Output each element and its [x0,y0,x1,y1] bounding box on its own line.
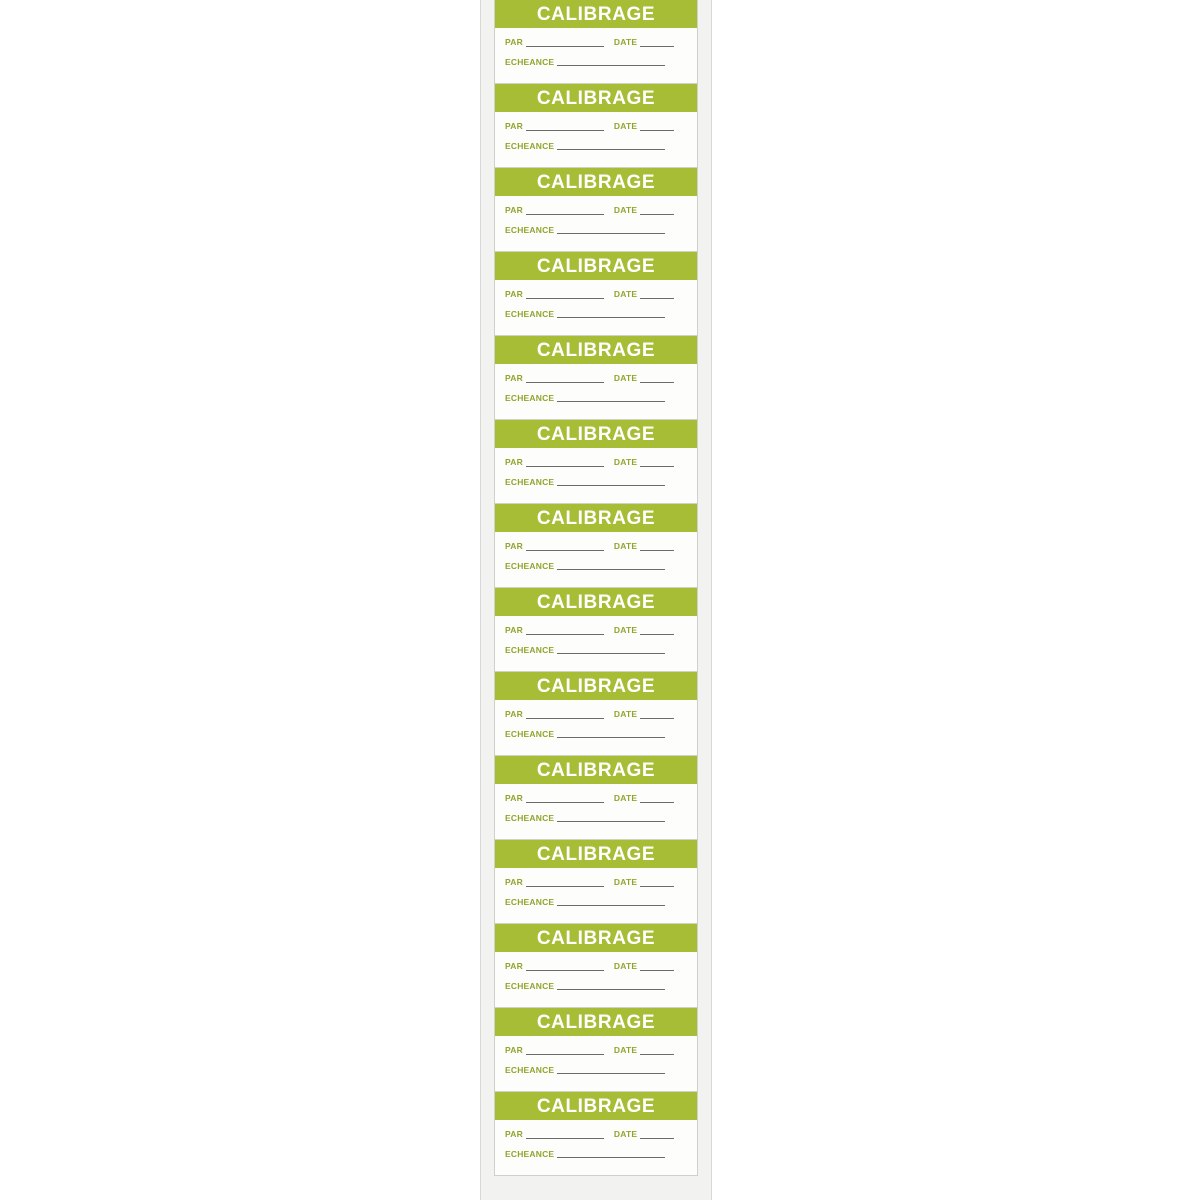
label-title: CALIBRAGE [536,1095,656,1117]
label-field-row [503,542,689,551]
label-title: CALIBRAGE [536,3,656,25]
field-date-label: DATE [613,205,638,215]
field-date-writeline[interactable] [640,1053,674,1055]
field-echeance[interactable] [505,562,689,571]
field-date-writeline[interactable] [640,717,674,719]
field-date-label: DATE [613,877,638,887]
field-date-label: DATE [613,37,638,47]
field-echeance[interactable] [505,310,689,319]
calibration-label [494,252,698,336]
field-date[interactable] [614,1130,674,1139]
calibration-label [494,1008,698,1092]
field-par-writeline[interactable] [526,885,604,887]
field-par[interactable] [505,38,604,47]
label-title: CALIBRAGE [536,759,656,781]
field-par[interactable] [505,710,604,719]
label-title: CALIBRAGE [536,423,656,445]
label-title: CALIBRAGE [536,591,656,613]
label-field-row [503,142,689,151]
label-body [495,112,697,167]
field-echeance-writeline[interactable] [557,988,665,990]
label-title: CALIBRAGE [536,87,656,109]
field-date[interactable] [614,542,674,551]
calibration-label [494,924,698,1008]
field-par[interactable] [505,458,604,467]
field-echeance-label: ECHEANCE [504,308,555,319]
field-par-label: PAR [505,793,523,803]
field-par-writeline[interactable] [526,549,604,551]
label-body [495,448,697,503]
field-par[interactable] [505,374,604,383]
field-par-label: PAR [505,961,523,971]
field-date-label: DATE [613,289,638,299]
field-date-writeline[interactable] [640,1137,674,1139]
field-par[interactable] [505,962,604,971]
label-field-row [503,626,689,635]
field-par-label: PAR [505,457,523,467]
label-title: CALIBRAGE [536,1011,656,1033]
label-field-row [503,898,689,907]
field-par-label: PAR [505,121,523,131]
field-echeance-label: ECHEANCE [504,56,555,67]
field-echeance-writeline[interactable] [557,1072,665,1074]
field-par-label: PAR [505,205,523,215]
field-date[interactable] [614,122,674,131]
label-field-row [503,290,689,299]
label-header [495,84,697,112]
field-echeance[interactable] [505,58,689,67]
field-date-writeline[interactable] [640,381,674,383]
field-echeance-writeline[interactable] [557,316,665,318]
field-par-writeline[interactable] [526,213,604,215]
field-par-writeline[interactable] [526,1053,604,1055]
field-par-writeline[interactable] [526,465,604,467]
label-field-row [503,1046,689,1055]
field-echeance[interactable] [505,226,689,235]
label-header [495,504,697,532]
field-date[interactable] [614,710,674,719]
field-echeance-label: ECHEANCE [504,896,555,907]
label-title: CALIBRAGE [536,507,656,529]
field-date[interactable] [614,878,674,887]
field-par-writeline[interactable] [526,801,604,803]
label-field-row [503,710,689,719]
calibration-label [494,84,698,168]
field-echeance-writeline[interactable] [557,820,665,822]
calibration-label [494,1092,698,1176]
calibration-label [494,588,698,672]
field-par[interactable] [505,878,604,887]
label-field-row [503,1130,689,1139]
field-echeance-label: ECHEANCE [504,392,555,403]
label-header [495,0,697,28]
field-par-label: PAR [505,289,523,299]
field-par-writeline[interactable] [526,129,604,131]
label-field-row [503,878,689,887]
field-echeance-label: ECHEANCE [504,1064,555,1075]
label-body [495,700,697,755]
field-date-label: DATE [613,1129,638,1139]
field-date-writeline[interactable] [640,129,674,131]
calibration-label [494,504,698,588]
field-date[interactable] [614,374,674,383]
field-date-label: DATE [613,793,638,803]
field-par-writeline[interactable] [526,717,604,719]
label-field-row [503,478,689,487]
label-field-row [503,122,689,131]
field-echeance-writeline[interactable] [557,148,665,150]
label-field-row [503,562,689,571]
field-date-label: DATE [613,961,638,971]
label-header [495,924,697,952]
field-echeance[interactable] [505,394,689,403]
field-par[interactable] [505,206,604,215]
field-echeance-label: ECHEANCE [504,224,555,235]
field-echeance[interactable] [505,982,689,991]
field-echeance-writeline[interactable] [557,1156,665,1158]
field-par[interactable] [505,542,604,551]
field-par[interactable] [505,626,604,635]
field-echeance[interactable] [505,814,689,823]
field-echeance-label: ECHEANCE [504,560,555,571]
label-field-row [503,394,689,403]
field-date-writeline[interactable] [640,45,674,47]
calibration-label [494,420,698,504]
label-field-row [503,226,689,235]
field-date[interactable] [614,290,674,299]
field-echeance-label: ECHEANCE [504,728,555,739]
field-echeance[interactable] [505,142,689,151]
field-date-writeline[interactable] [640,465,674,467]
field-date[interactable] [614,626,674,635]
field-echeance[interactable] [505,646,689,655]
field-date[interactable] [614,794,674,803]
calibration-label [494,756,698,840]
label-body [495,616,697,671]
field-date-label: DATE [613,1045,638,1055]
label-header [495,1008,697,1036]
field-par-writeline[interactable] [526,1137,604,1139]
label-header [495,168,697,196]
field-par-writeline[interactable] [526,633,604,635]
field-echeance-label: ECHEANCE [504,644,555,655]
field-date-label: DATE [613,121,638,131]
label-header [495,672,697,700]
field-date[interactable] [614,458,674,467]
label-body [495,364,697,419]
label-body [495,28,697,83]
field-par-label: PAR [505,625,523,635]
field-echeance-writeline[interactable] [557,400,665,402]
label-field-row [503,58,689,67]
field-par-label: PAR [505,37,523,47]
label-header [495,840,697,868]
label-body [495,868,697,923]
field-echeance-writeline[interactable] [557,232,665,234]
label-body [495,1036,697,1091]
field-date-label: DATE [613,709,638,719]
field-par[interactable] [505,1046,604,1055]
field-echeance-label: ECHEANCE [504,980,555,991]
field-echeance[interactable] [505,730,689,739]
label-header [495,336,697,364]
calibration-label [494,168,698,252]
field-par-writeline[interactable] [526,45,604,47]
field-date-label: DATE [613,625,638,635]
label-field-row [503,206,689,215]
field-date[interactable] [614,206,674,215]
field-echeance-writeline[interactable] [557,484,665,486]
label-field-row [503,982,689,991]
label-field-row [503,730,689,739]
label-body [495,784,697,839]
label-field-row [503,374,689,383]
label-field-row [503,962,689,971]
field-echeance-writeline[interactable] [557,568,665,570]
field-echeance-writeline[interactable] [557,904,665,906]
field-echeance[interactable] [505,1066,689,1075]
calibration-label [494,672,698,756]
label-title: CALIBRAGE [536,171,656,193]
label-header [495,420,697,448]
label-body [495,280,697,335]
field-date-writeline[interactable] [640,969,674,971]
label-field-row [503,458,689,467]
field-echeance[interactable] [505,478,689,487]
field-date-writeline[interactable] [640,549,674,551]
label-header [495,756,697,784]
label-body [495,1120,697,1175]
field-echeance-label: ECHEANCE [504,140,555,151]
label-header [495,588,697,616]
label-title: CALIBRAGE [536,255,656,277]
field-par-label: PAR [505,877,523,887]
field-par-writeline[interactable] [526,969,604,971]
field-echeance[interactable] [505,898,689,907]
label-field-row [503,814,689,823]
field-date-writeline[interactable] [640,801,674,803]
field-date-writeline[interactable] [640,213,674,215]
label-field-row [503,794,689,803]
field-par-label: PAR [505,541,523,551]
field-par-label: PAR [505,1045,523,1055]
field-date[interactable] [614,1046,674,1055]
field-echeance-writeline[interactable] [557,736,665,738]
label-title: CALIBRAGE [536,675,656,697]
field-par-writeline[interactable] [526,381,604,383]
field-echeance-writeline[interactable] [557,64,665,66]
field-date-label: DATE [613,373,638,383]
field-echeance-writeline[interactable] [557,652,665,654]
calibration-label-strip [480,0,712,1200]
calibration-label [494,336,698,420]
field-par-label: PAR [505,709,523,719]
label-body [495,952,697,1007]
label-title: CALIBRAGE [536,339,656,361]
calibration-label [494,0,698,84]
field-par[interactable] [505,1130,604,1139]
field-date[interactable] [614,38,674,47]
field-par[interactable] [505,122,604,131]
label-field-row [503,1066,689,1075]
field-date-label: DATE [613,457,638,467]
field-date-writeline[interactable] [640,297,674,299]
label-title: CALIBRAGE [536,843,656,865]
label-body [495,196,697,251]
label-title: CALIBRAGE [536,927,656,949]
label-header [495,1092,697,1120]
label-field-row [503,310,689,319]
label-header [495,252,697,280]
field-echeance[interactable] [505,1150,689,1159]
field-par[interactable] [505,290,604,299]
label-field-row [503,646,689,655]
field-date-writeline[interactable] [640,633,674,635]
label-field-row [503,1150,689,1159]
field-par-writeline[interactable] [526,297,604,299]
calibration-label [494,840,698,924]
field-date-writeline[interactable] [640,885,674,887]
field-date-label: DATE [613,541,638,551]
label-body [495,532,697,587]
field-echeance-label: ECHEANCE [504,812,555,823]
field-date[interactable] [614,962,674,971]
field-par-label: PAR [505,1129,523,1139]
field-echeance-label: ECHEANCE [504,1148,555,1159]
label-field-row [503,38,689,47]
field-par[interactable] [505,794,604,803]
field-par-label: PAR [505,373,523,383]
field-echeance-label: ECHEANCE [504,476,555,487]
